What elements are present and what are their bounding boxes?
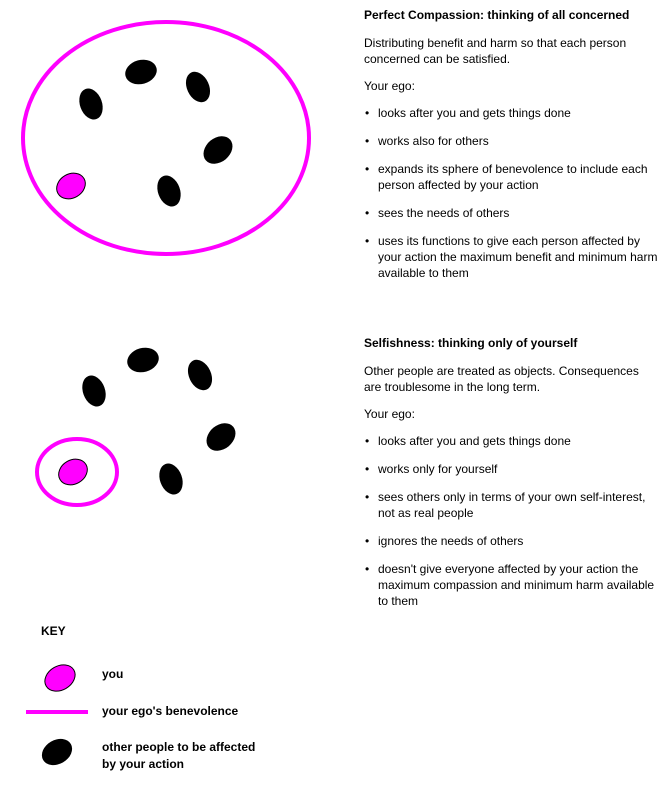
you-person bbox=[52, 168, 90, 204]
list-item: • looks after you and gets things done bbox=[364, 105, 659, 121]
list-item: • sees others only in terms of your own self-interest, not as real people bbox=[364, 489, 659, 521]
selfishness-description: Other people are treated as objects. Consequences are troublesome in the long term. bbox=[364, 364, 639, 394]
other-person bbox=[183, 356, 216, 394]
you-person bbox=[54, 454, 92, 490]
key-other-symbol bbox=[37, 734, 77, 771]
key-benevolence-label: your ego's benevolence bbox=[102, 704, 239, 718]
selfishness-bullet-list bbox=[364, 433, 659, 609]
list-item: • expands its sphere of benevolence to include each person affected by your action bbox=[364, 161, 659, 193]
key-symbols bbox=[26, 660, 88, 771]
other-person bbox=[75, 85, 107, 123]
other-person bbox=[153, 172, 185, 210]
selfishness-panel bbox=[364, 335, 659, 621]
selfishness-diagram bbox=[37, 344, 241, 505]
other-person bbox=[155, 460, 187, 498]
list-item: • doesn't give everyone affected by your action the maximum compassion and minimum harm available to them bbox=[364, 561, 659, 609]
list-item: • works only for yourself bbox=[364, 461, 659, 477]
compassion-description: Distributing benefit and harm so that each person concerned can be satisfied. bbox=[364, 36, 627, 66]
list-item: • uses its functions to give each person affected by your action the maximum benefit and minimum harm available to them bbox=[364, 233, 659, 281]
key-others-label: other people to be affected by your action bbox=[102, 740, 256, 771]
other-person bbox=[181, 68, 214, 106]
other-person bbox=[78, 372, 110, 410]
key-title: KEY bbox=[41, 624, 66, 638]
key-you-label: you bbox=[102, 667, 124, 681]
selfishness-title: Selfishness: thinking only of yourself bbox=[364, 336, 578, 350]
list-item: • sees the needs of others bbox=[364, 205, 659, 221]
compassion-panel bbox=[364, 7, 659, 293]
compassion-ego-label: Your ego: bbox=[364, 79, 415, 93]
selfishness-ego-label: Your ego: bbox=[364, 407, 415, 421]
list-item: • ignores the needs of others bbox=[364, 533, 659, 549]
benevolence-circle-large bbox=[23, 22, 309, 254]
compassion-diagram bbox=[23, 22, 309, 254]
list-item: • works also for others bbox=[364, 133, 659, 149]
other-person bbox=[198, 131, 238, 170]
key-you-symbol bbox=[40, 660, 80, 697]
other-person bbox=[124, 344, 161, 375]
other-person bbox=[201, 418, 241, 457]
list-item: • looks after you and gets things done bbox=[364, 433, 659, 449]
compassion-bullet-list bbox=[364, 105, 659, 281]
compassion-title: Perfect Compassion: thinking of all concerned bbox=[364, 8, 630, 22]
other-person bbox=[122, 56, 159, 87]
